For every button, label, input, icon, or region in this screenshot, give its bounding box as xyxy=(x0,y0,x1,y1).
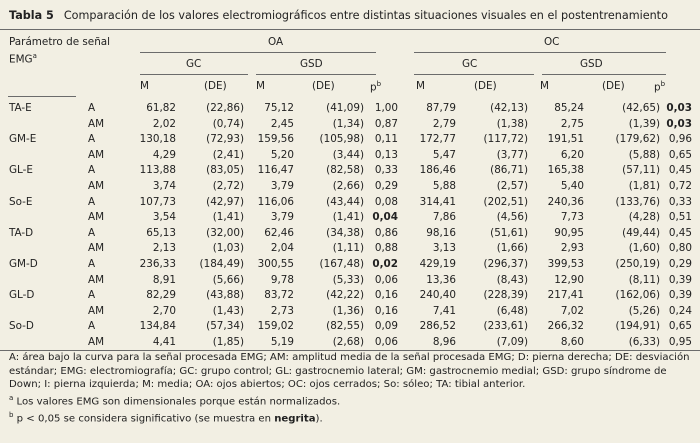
cell-value: 0,16 xyxy=(374,304,398,317)
table-row xyxy=(0,304,700,320)
param-header-rule xyxy=(8,96,76,97)
cell-value: (1,38) xyxy=(496,117,528,130)
cell-value: (72,93) xyxy=(206,133,244,146)
oa-gsd-de: (DE) xyxy=(312,80,335,92)
cell-value: 240,36 xyxy=(547,195,584,208)
cell-value: 3,74 xyxy=(152,180,176,192)
cell-value: 8,91 xyxy=(152,273,176,286)
oa-p xyxy=(370,80,381,93)
cell-value: 0,39 xyxy=(668,289,692,302)
cell-value: (233,61) xyxy=(483,320,528,333)
cell-value: 314,41 xyxy=(419,195,456,208)
cell-value: (42,22) xyxy=(326,289,364,302)
cell-value: 0,65 xyxy=(668,148,692,161)
cell-value: 266,32 xyxy=(547,320,584,333)
cell-value: 3,54 xyxy=(152,211,176,224)
signal-label: A xyxy=(88,289,96,302)
cell-value: 7,73 xyxy=(560,211,584,224)
oa-p-sup: b xyxy=(376,80,382,88)
signal-label: AM xyxy=(88,117,105,130)
cell-value: 159,56 xyxy=(257,133,294,146)
cell-value: (1,39) xyxy=(628,117,660,130)
oc-gsd-de: (DE) xyxy=(602,80,625,92)
footnote-b-post: ). xyxy=(315,413,323,425)
oc-header: OC xyxy=(544,36,560,48)
cell-value: 107,73 xyxy=(139,195,176,208)
cell-value: (1,43) xyxy=(212,304,244,317)
cell-value: (2,72) xyxy=(212,180,244,192)
table-row xyxy=(0,226,700,242)
cell-value: (2,66) xyxy=(332,180,364,192)
cell-value: 0,45 xyxy=(668,164,692,177)
cell-value: 429,19 xyxy=(419,258,456,270)
muscle-label: GM-D xyxy=(9,258,38,270)
signal-label: A xyxy=(88,226,96,239)
cell-value: 191,51 xyxy=(547,133,584,146)
cell-value: (6,33) xyxy=(628,336,660,348)
cell-value: 0,29 xyxy=(668,258,692,270)
table-row xyxy=(0,132,700,148)
cell-value: 7,02 xyxy=(560,304,584,317)
cell-value: (82,58) xyxy=(326,164,364,177)
cell-value: 116,06 xyxy=(257,195,294,208)
cell-value: (2,41) xyxy=(212,148,244,161)
signal-label: AM xyxy=(88,148,105,161)
top-rule xyxy=(0,29,700,30)
cell-value: 0,33 xyxy=(668,195,692,208)
oa-gc-header: GC xyxy=(186,58,202,70)
footnote-a-text: Los valores EMG son dimensionales porque están normalizados. xyxy=(16,396,341,408)
oc-p-label: p xyxy=(654,81,661,94)
footnote-b-bold: negrita xyxy=(274,413,316,425)
cell-value: 134,84 xyxy=(139,320,176,333)
footnote-b-mark: b xyxy=(9,410,14,419)
table-row xyxy=(0,101,700,117)
cell-value: 5,47 xyxy=(432,148,456,161)
signal-label: A xyxy=(88,102,96,114)
cell-value: 2,45 xyxy=(270,117,294,130)
footnote-abbreviations: A: área bajo la curva para la señal procesada EMG; AM: amplitud media de la señal procesada EMG; D: pierna derecha; DE: desviación estándar; EMG: electromiografía; GC: grupo control; GL: gastrocnemio lateral; GM: gastrocnemio medial; GSD: grupo síndrome de Down; I: pierna izquierda; M: media; OA: ojos abiertos; OC: ojos cerrados; So: sóleo; TA: tibial anterior. xyxy=(9,352,690,391)
cell-value: 2,75 xyxy=(560,117,584,130)
cell-value: 0,96 xyxy=(668,133,692,146)
cell-value: (32,00) xyxy=(206,226,244,239)
cell-value: (82,55) xyxy=(326,320,364,333)
cell-value: 0,95 xyxy=(668,336,692,348)
cell-value: 2,79 xyxy=(432,117,456,130)
cell-value: 3,13 xyxy=(432,242,456,255)
table-row xyxy=(0,319,700,335)
cell-value: 399,53 xyxy=(547,258,584,270)
oa-p-label: p xyxy=(370,81,377,94)
cell-value: (179,62) xyxy=(615,133,660,146)
cell-value: 5,20 xyxy=(270,148,294,161)
oa-gsd-header: GSD xyxy=(300,58,323,70)
cell-value: 217,41 xyxy=(547,289,584,302)
cell-value: 172,77 xyxy=(419,133,456,146)
muscle-label: GL-D xyxy=(9,289,35,302)
cell-value: 85,24 xyxy=(554,102,584,114)
oc-gc-rule xyxy=(414,74,534,75)
cell-value: 0,03 xyxy=(666,102,692,114)
cell-value: 0,33 xyxy=(374,164,398,177)
signal-label: A xyxy=(88,320,96,333)
cell-value: 0,06 xyxy=(374,273,398,286)
cell-value: 0,72 xyxy=(668,180,692,192)
cell-value: (42,13) xyxy=(490,102,528,114)
footnotes xyxy=(9,351,693,426)
cell-value: 0,04 xyxy=(372,211,398,224)
cell-value: (5,33) xyxy=(332,273,364,286)
table-row xyxy=(0,257,700,273)
cell-value: 7,41 xyxy=(432,304,456,317)
cell-value: 159,02 xyxy=(257,320,294,333)
cell-value: 0,16 xyxy=(374,289,398,302)
oc-gsd-m: M xyxy=(540,80,549,92)
cell-value: 5,40 xyxy=(560,180,584,192)
cell-value: 286,52 xyxy=(419,320,456,333)
cell-value: 2,73 xyxy=(270,304,294,317)
signal-label: AM xyxy=(88,242,105,255)
cell-value: 0,09 xyxy=(374,320,398,333)
cell-value: 0,03 xyxy=(666,117,692,130)
cell-value: 9,78 xyxy=(270,273,294,286)
cell-value: (8,43) xyxy=(496,273,528,286)
table-row xyxy=(0,148,700,164)
table-row xyxy=(0,163,700,179)
oa-gsd-rule xyxy=(256,74,376,75)
cell-value: 2,02 xyxy=(152,117,176,130)
footnote-a xyxy=(9,392,693,409)
table-row xyxy=(0,210,700,226)
cell-value: 2,04 xyxy=(270,242,294,255)
oa-gc-rule xyxy=(140,74,248,75)
cell-value: (1,41) xyxy=(332,211,364,224)
oc-gc-m: M xyxy=(416,80,425,92)
cell-value: 0,06 xyxy=(374,336,398,348)
table-row xyxy=(0,195,700,211)
cell-value: 75,12 xyxy=(264,102,294,114)
cell-value: (194,91) xyxy=(615,320,660,333)
cell-value: (34,38) xyxy=(326,226,364,239)
oc-gc-header: GC xyxy=(462,58,478,70)
param-header-line2: EMG xyxy=(9,53,33,66)
cell-value: 8,96 xyxy=(432,336,456,348)
muscle-label: So-D xyxy=(9,320,34,333)
cell-value: 240,40 xyxy=(419,289,456,302)
cell-value: (105,98) xyxy=(319,133,364,146)
table-row xyxy=(0,335,700,351)
cell-value: 0,24 xyxy=(668,304,692,317)
cell-value: (4,28) xyxy=(628,211,660,224)
cell-value: 6,20 xyxy=(560,148,584,161)
cell-value: 0,45 xyxy=(668,226,692,239)
muscle-label: GL-E xyxy=(9,164,33,177)
cell-value: 4,41 xyxy=(152,336,176,348)
signal-label: AM xyxy=(88,273,105,286)
cell-value: 98,16 xyxy=(426,226,456,239)
cell-value: (167,48) xyxy=(319,258,364,270)
cell-value: (51,61) xyxy=(490,226,528,239)
oa-group-rule xyxy=(140,52,376,53)
cell-value: 61,82 xyxy=(146,102,176,114)
cell-value: (49,44) xyxy=(622,226,660,239)
footnote-b-pre: p < 0,05 se considera significativo (se muestra en xyxy=(16,413,275,425)
cell-value: 0,51 xyxy=(668,211,692,224)
cell-value: (133,76) xyxy=(615,195,660,208)
cell-value: (7,09) xyxy=(496,336,528,348)
cell-value: (41,09) xyxy=(326,102,364,114)
cell-value: 83,72 xyxy=(264,289,294,302)
cell-value: 236,33 xyxy=(139,258,176,270)
cell-value: (3,77) xyxy=(496,148,528,161)
cell-value: 13,36 xyxy=(426,273,456,286)
cell-value: 113,88 xyxy=(139,164,176,177)
cell-value: (22,86) xyxy=(206,102,244,114)
cell-value: 82,29 xyxy=(146,289,176,302)
cell-value: 0,80 xyxy=(668,242,692,255)
cell-value: (1,60) xyxy=(628,242,660,255)
cell-value: (296,37) xyxy=(483,258,528,270)
oc-gsd-header: GSD xyxy=(580,58,603,70)
muscle-label: TA-E xyxy=(9,102,32,114)
signal-label: AM xyxy=(88,180,105,192)
cell-value: (8,11) xyxy=(628,273,660,286)
cell-value: 1,00 xyxy=(374,102,398,114)
cell-value: (43,88) xyxy=(206,289,244,302)
cell-value: 3,79 xyxy=(270,211,294,224)
cell-value: (1,81) xyxy=(628,180,660,192)
cell-value: (2,57) xyxy=(496,180,528,192)
cell-value: (86,71) xyxy=(490,164,528,177)
param-header-line1: Parámetro de señal xyxy=(9,36,111,48)
cell-value: (0,74) xyxy=(212,117,244,130)
param-header xyxy=(9,35,110,66)
cell-value: (42,97) xyxy=(206,195,244,208)
cell-value: (162,06) xyxy=(615,289,660,302)
cell-value: (1,85) xyxy=(212,336,244,348)
table-row xyxy=(0,241,700,257)
cell-value: (5,88) xyxy=(628,148,660,161)
signal-label: A xyxy=(88,164,96,177)
cell-value: 4,29 xyxy=(152,148,176,161)
oa-gc-m: M xyxy=(140,80,149,92)
footnote-b xyxy=(9,409,693,426)
cell-value: (2,68) xyxy=(332,336,364,348)
cell-value: (1,41) xyxy=(212,211,244,224)
cell-value: 0,11 xyxy=(374,133,398,146)
cell-value: (5,26) xyxy=(628,304,660,317)
cell-value: 0,86 xyxy=(374,226,398,239)
cell-value: 2,70 xyxy=(152,304,176,317)
cell-value: 186,46 xyxy=(419,164,456,177)
cell-value: 62,46 xyxy=(264,226,294,239)
cell-value: 0,29 xyxy=(374,180,398,192)
cell-value: 87,79 xyxy=(426,102,456,114)
cell-value: 0,02 xyxy=(372,258,398,270)
signal-label: AM xyxy=(88,336,105,348)
cell-value: 165,38 xyxy=(547,164,584,177)
muscle-label: TA-D xyxy=(9,226,34,239)
oc-gc-de: (DE) xyxy=(474,80,497,92)
oc-p-sup: b xyxy=(660,80,666,88)
cell-value: 0,13 xyxy=(374,148,398,161)
cell-value: 65,13 xyxy=(146,226,176,239)
cell-value: (5,66) xyxy=(212,273,244,286)
cell-value: 0,65 xyxy=(668,320,692,333)
cell-value: 130,18 xyxy=(139,133,176,146)
muscle-label: GM-E xyxy=(9,133,37,146)
oc-group-rule xyxy=(414,52,666,53)
cell-value: (4,56) xyxy=(496,211,528,224)
table-title: Comparación de los valores electromiográficos entre distintas situaciones visuales en el postentrenamiento xyxy=(63,9,668,22)
cell-value: 0,87 xyxy=(374,117,398,130)
footnote-a-mark: a xyxy=(9,393,14,402)
cell-value: 7,86 xyxy=(432,211,456,224)
cell-value: (1,03) xyxy=(212,242,244,255)
oa-gc-de: (DE) xyxy=(204,80,227,92)
table-number: Tabla 5 xyxy=(9,9,54,22)
cell-value: (1,34) xyxy=(332,117,364,130)
cell-value: 12,90 xyxy=(554,273,584,286)
cell-value: (228,39) xyxy=(483,289,528,302)
signal-label: A xyxy=(88,258,96,270)
cell-value: 0,08 xyxy=(374,195,398,208)
oa-gsd-m: M xyxy=(256,80,265,92)
cell-value: 0,39 xyxy=(668,273,692,286)
cell-value: 90,95 xyxy=(554,226,584,239)
cell-value: 2,93 xyxy=(560,242,584,255)
oa-header: OA xyxy=(268,36,284,48)
table-row xyxy=(0,117,700,133)
cell-value: (184,49) xyxy=(199,258,244,270)
table-caption xyxy=(9,9,668,22)
cell-value: (250,19) xyxy=(615,258,660,270)
muscle-label: So-E xyxy=(9,195,33,208)
cell-value: 0,88 xyxy=(374,242,398,255)
signal-label: AM xyxy=(88,304,105,317)
table-row xyxy=(0,273,700,289)
signal-label: A xyxy=(88,195,96,208)
cell-value: 300,55 xyxy=(257,258,294,270)
oc-gsd-rule xyxy=(542,74,666,75)
cell-value: 5,88 xyxy=(432,180,456,192)
cell-value: (43,44) xyxy=(326,195,364,208)
signal-label: AM xyxy=(88,211,105,224)
cell-value: (42,65) xyxy=(622,102,660,114)
cell-value: 8,60 xyxy=(560,336,584,348)
signal-label: A xyxy=(88,133,96,146)
cell-value: (57,34) xyxy=(206,320,244,333)
cell-value: (3,44) xyxy=(332,148,364,161)
cell-value: (117,72) xyxy=(483,133,528,146)
cell-value: (202,51) xyxy=(483,195,528,208)
cell-value: 116,47 xyxy=(257,164,294,177)
cell-value: (1,66) xyxy=(496,242,528,255)
cell-value: 5,19 xyxy=(270,336,294,348)
table-row xyxy=(0,288,700,304)
cell-value: (6,48) xyxy=(496,304,528,317)
cell-value: 2,13 xyxy=(152,242,176,255)
cell-value: (1,11) xyxy=(332,242,364,255)
param-header-sup: a xyxy=(32,52,37,60)
cell-value: (83,05) xyxy=(206,164,244,177)
table-row xyxy=(0,179,700,195)
oc-p xyxy=(654,80,665,93)
cell-value: (1,36) xyxy=(332,304,364,317)
cell-value: 3,79 xyxy=(270,180,294,192)
cell-value: (57,11) xyxy=(622,164,660,177)
